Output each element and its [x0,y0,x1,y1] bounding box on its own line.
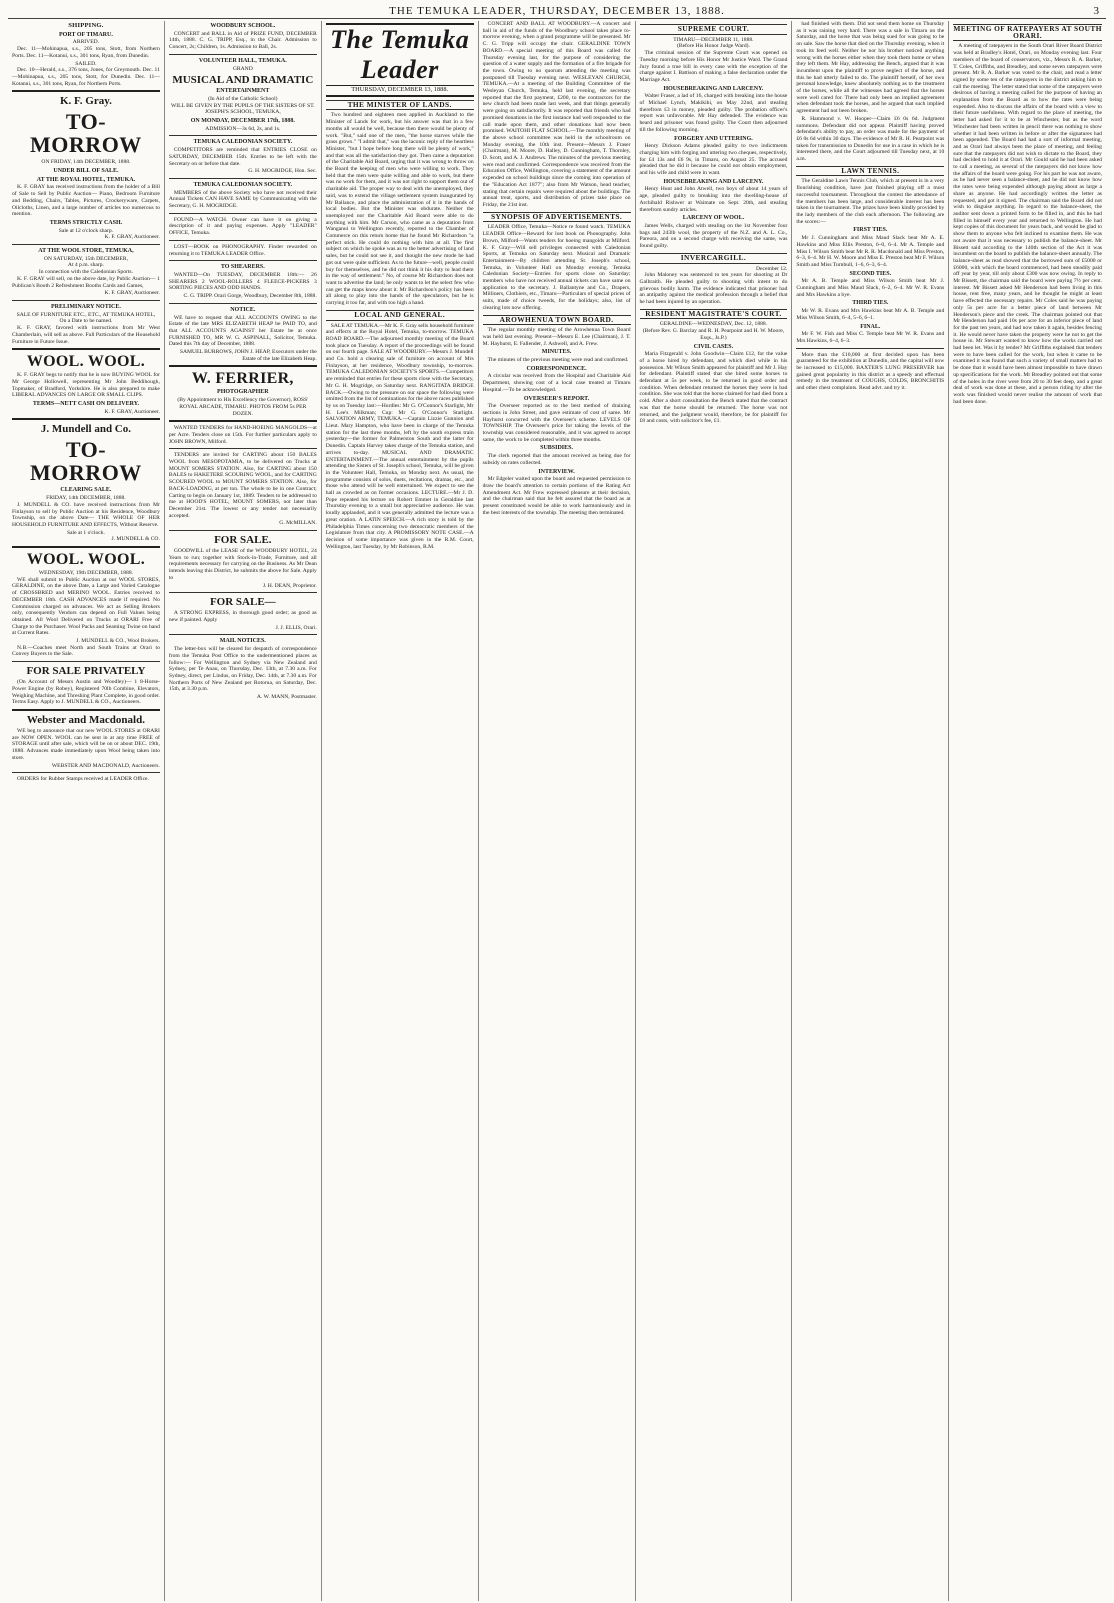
overseer-text: The Overseer reported as to the best method of draining sections in John Street, and gave estimate of cost of same. Mr Hayhurst concurred with the Overseer's scheme. LEVELS OF TOWNSHIP. The Overseer's price for taking the levels of the township was considered reasonable, and it was agreed to accept same, the work to be completed within three months. [482,403,631,443]
bill-of-sale: UNDER BILL OF SALE. [53,168,119,175]
caledonian-signature: G. H. MOGRIDGE, Hon. Sec. [248,168,317,175]
found-watch: FOUND—A WATCH. Owner can have it on giving a description of it and paying expenses. Apply "LEADER" OFFICE, Temuka. [168,216,317,237]
shipping-heading: SHIPPING. [68,22,104,29]
hotel-sale-signature: J. H. DEAN, Proprietor. [262,582,317,589]
column-6 [792,21,949,1601]
grand-label: GRAND [232,65,253,72]
forgery-text: Henry Dickson Adams pleaded guilty to two indictments charging him with forging and uttering two cheques, respectively, for £4 13s and £6 9s, in Timaru, on August 25. The accused pleaded that he did it because he could not obtain employment, and his wife and child were in want. [639,143,788,177]
final-heading: FINAL. [860,323,881,330]
wool-larceny-text: James Wells, charged with stealing on the 1st November four bags and 243lb wool, the property of the N.Z. and A. L. Co., Pareora, and on a second charge with receiving the same, was found guilty. [639,222,788,250]
shearers-text: WANTED—On TUESDAY, DECEMBER 18th:— 26 SHEARERS 2 WOOL-ROLLERS 4 FLEECE-PICKERS 3 SORTING PIECES AND ODD HANDS. [168,271,317,292]
mundell-heading: J. Mundell and Co. [40,423,132,436]
tomorrow-heading-2: TO-MORROW [30,437,142,486]
carting-tenders: TENDERS are invited for CARTING about 150 BALES WOOL from MESOPOTAMIA, to be delivered on Trucks at MOUNT SOMERS STATION. Also, for CARTING about 150 BALES to HAKETERE SCOURING WOOL, and for CARTING SCOURED WOOL to MOUNT SOMERS STATION. Also, for BACK-LOADING, at per ton. The whole to be in one Contract; Carting to begin on January 1st, 1889. Tenders to be addressed to me at HOOD'S HOTEL, MOUNT SOMERS, not later than December 21st. The lowest or any tender not necessarily accepted. [168,452,317,519]
minister-heading: THE MINISTER OF LANDS. [326,100,474,111]
kfgray-signature-2: K. F. GRAY, Auctioneer. [104,290,160,297]
caledonian-text: COMPETITORS are reminded that ENTRIES CLOSE on SATURDAY, DECEMBER 15th. Entries to be left with the Secretary on or before that date. [168,147,317,167]
arrived-text: Dec. 11—Mohinapua, s.s., 205 tons, Stott, from Northern Ports. Dec. 11—Kotanui, s.s., 301 tons, Ryan, from Dunedin. [12,46,160,59]
lost-book: LOST—BOOK on PHONOGRAPHY. Finder rewarded on returning it to TEMUKA LEADER Office. [168,243,317,257]
page-number: 3 [1093,5,1100,17]
supreme-court-date: TIMARU—DECEMBER 11, 1888. [673,36,754,43]
third-ties: THIRD TIES. [852,300,889,307]
column-1 [8,21,165,1601]
synopsis-text: LEADER Office, Temuka—Notice re found watch. TEMUKA LEADER Office—Reward for lost book on Phonography. John Brown, Milford—Wants tenders for hoeing mangolds at Milford. K. F. Gray—Will sell privileges connected with Caledonian Sports, at Temuka on Saturday next. Musical and Dramatic Entertainment—By children attending St. Joseph's school, Temuka, in Volunteer Hall on Monday evening. Temuka Caledonian Society—Entries for sports close on Saturday; members who have not received annual tickets can have same on application to the secretary. J. Ballantyne and Co., Drapers, Milliners, Clothiers, etc., Timaru—Particulars of special prices of suits, made of choice tweeds, for the holidays; also, list of clearing lots now offering. [482,224,631,311]
shearers-heading: TO SHEARERS. [220,264,265,271]
lawn-tennis-text: The Geraldine Lawn Tennis Club, which at present is in a very flourishing condition, have just finished playing off a most successful tournament. Throughout the contest the attendance of the members has been large, and considerable interest has been taken in the tournament. The prizes have been kindly provided by the lady members of the club each afternoon. The following are the scores:— [796,178,945,225]
third-ties-text: Mr W. R. Evans and Mrs Hawkins beat Mr A. B. Temple and Miss Wilson Smith, 6–4, 5–6, 6–1. [796,308,945,321]
magistrates-date: GERALDINE—WEDNESDAY, Dec. 12, 1888. [659,321,768,328]
kfgray-signature: K. F. GRAY, Auctioneer. [104,234,160,241]
buying-wool-text: K. F. GRAY begs to notify that he is now BUYING WOOL for Mr George Hollowell, representing Mr John Beddihough, Topmaker, of Bradford, Yorkshire. He is also prepared to make LIBERAL ADVANCES ON LARGE OR SMALL CLIPS. [12,372,160,399]
notice-signature: SAMUEL BURROWS, JOHN J. HEAP, Executors under the Estate of the late Elizabeth Heap. [179,349,317,362]
arowhenua-text: The regular monthly meeting of the Arowhenua Town Board was held last evening. Present—Messrs E. Lee (Chairman), J. T. M. Hayhurst, E. Fallender, J. Ashwell, and A. Frew. [482,327,631,347]
clearing-sale: CLEARING SALE. [60,487,112,494]
mail-text: The letter-box will be cleared for despatch of correspondence from the Temuka Post Office to the undermentioned places as follow:— For Wellington and Sydney via New Zealand and Sydney, per Te Anau, on Thursday, Dec. 13th, at 7.30 a.m. For Sydney, direct, per Lindus, on Friday, Dec. 14th, at 7.30 a.m. For Northern Ports of New Zealand per Rotorua, on Saturday, Dec. 15th, at 3.30 p.m. [168,646,317,693]
mundell-time: Sale at 1 o'clock. [66,529,105,536]
second-ties: SECOND TIES. [849,270,892,277]
subsidies-text: The clerk reported that the amount received as being due for subsidy on rates collected. [482,453,631,466]
page-masthead [8,4,1106,19]
minister-text: Two hundred and eighteen men applied in Auckland to the Minister of Lands for work, but his answer was that in a few months all would be well, because then there would be plenty of work. "But," said one of the men, "the horse starves while the grass grows." "I admit that," was the laconic reply of the heartless Minister, "but I hope before long there will be plenty of work," and that was all the satisfaction they got. Then came a deputation of the Charitable Aid Board, urging that it was wrong to throw on the Board the keeping of men who were willing to work. They held that the men were quite willing and able to work, but there was no work for them, and it was not right to support them out of charitable aid. The proper way to deal with the unemployed, they said, was to extend the village settlement system inaugurated by Mr Ballance, and place the administration of it in the hands of local bodies. But the Minister was obdurate. Neither the unemployed nor the Charitable Aid Board were able to do anything with him. Mr Carson, who came as a deputation from Wanganui to Wellington recently, reported to the Chamber of Commerce on this return home that he found Mr Richardson "a perfect stick. He could do nothing with him at all. The first subject on which he spoke was as to the better advertising of land sales, but he could not see it, and thought the new mode he had got out were quite sufficient. As to the future—well, people could buy for themselves, and he did not think it his duty to lead them in the way of settlement." No, of course Mr Richardson does not want to advertise the land; he only wants to let the select few who can get the maps know about it. Mr Richardson's policy has been all along to play into the hands of the speculators, but he is carrying it too far, and with too high a hand. [325,112,474,307]
sale-furniture: SALE OF FURNITURE ETC., ETC., AT TEMUKA HOTEL, [16,311,156,318]
rubber-stamps-note: ORDERS for Rubber Stamps received at LEADER Office. [17,776,149,783]
clearing-date: FRIDAY, 14th DECEMBER, 1888. [46,495,126,502]
catholic-aid: (In Aid of the Catholic School) [208,95,278,102]
preliminary-heading: PRELIMINARY NOTICE. [50,303,121,310]
caledonian-heading-2: TEMUKA CALEDONIAN SOCIETY. [193,181,293,188]
housebreaking-heading: HOUSEBREAKING AND LARCENY. [663,85,764,92]
final-text: Mr F. W. Fish and Miss C. Temple beat Mr W. R. Evans and Mrs Hawkins, 6–4, 6–3. [796,331,945,344]
minutes-heading: MINUTES. [541,349,572,356]
column-4 [479,21,636,1601]
woolstore-connection: In connection with the Caledonian Sports. [38,269,134,276]
kfgray-signature-3: K. F. GRAY, Auctioneer. [104,408,160,415]
wool-heading-2: WOOL. WOOL. [26,551,145,569]
magistrates-heading: RESIDENT MAGISTRATE'S COURT. [640,309,788,320]
sale-date: On a Date to be named. [59,318,113,325]
hoeing-tenders: WANTED TENDERS for HAND-HOEING MANGOLDS—at per Acre. Tenders close on 15th. For further particulars apply to JOHN BROWN, Milford. [168,425,317,445]
supreme-court-text: The criminal session of the Supreme Court was opened on Tuesday morning before His Honor Mr Justice Ward. The Grand Jury found a true bill in every case with the exception of the charge against I. Battison of making a false declaration under the Marriage Act. [639,50,788,83]
port-heading: PORT OF TIMARU. [59,31,113,38]
arowhenua-heading: AROWHENUA TOWN BOARD. [483,315,631,326]
ratepayers-text: A meeting of ratepayers in the South Orari River Board District was held at Bradley's Hotel, Orari, on Monday evening last. Four members of the board of conservators, viz., Messrs R. A. Barker, T. Coles, Griffiths, and Breadley, and some seven ratepayers were present. Mr R. A. Barker was voted to the chair, and read a letter signed by some ten of the ratepayers in the district asking him to call the meeting. The letter stated that some of the ratepayers were desirous of having a meeting called for the purpose of having an explanation from the Board as to how the rates were being expended. Also to discuss the affairs of the board with a view to their future usefulness. With regard to the place of meeting, the letter had asked for it to be at Winchester, but as the word Winchester had been written in pencil there was nothing to show whether it had been written in before or after the signatures had been appended. The Board had had a sort of informal meeting, and as Orari had always been the place of meeting, and feeling sure that the ratepayers did not wish to dictate to the Board, they had decided to hold it at Orari. Mr Gould said he had been asked to call a meeting, as several of the ratepayers did not know how the affairs of the board were going. For his part he was not aware, as he had never seen a balance-sheet, and he did not know how the rates were being expended although paying about as large a share as anyone. He had accordingly written the letter as requested, and got it signed. The chairman said the Board did not wish to disguise anything. In regard to the balance-sheet, the auditor sent down a printed form to be filled in, and this he had filled in himself every year and returned to Wellington. He had kept copies of this document for years back, and would be glad to show them to anyone who felt inclined to examine them. He was not aware that it was necessary to publish the balance-sheet. Mr Bissett said according to the 140th section of the Act it was incumbent on the board to publish the balance-sheet annually. The balance-sheet as read showed that the borrowed sum of £5000 or £6000, with which the board commenced, had been steadily paid off year by year, till only about £300 was now owing. In reply to Mr Bissett, the chairman said the board were paying 7½ per cent. interest. Mr Bissett asked Mr Henderson had been living in this house, rent free, many years, and he thought he might at least have effected the necessary repairs. Mr Coles said he was paying only 5s per acre for a better piece of land between Mr Henderson's piece and the creek. The chairman pointed out that Mr Henderson had paid 10s per acre for an inferior piece of land for the past ten years, and had now taken it again, besides fencing it. He would never have taken the property were he not to get the house in. Mr Stewart wanted to know how the works carried out had been let. Was it by tender? Mr Griffiths explained that tenders were to have been called for the work, but when it came to be examined it was found that such a variety of small matters had to be done that it would have been almost impossible to have drawn up specifications for the work. Mr Breadley pointed out that some of the holes in the river were from 20 to 30 feet deep, and a great deal of work was done at these, and a person riding by after the work was finished would never realise the amount of work that had been done. [953,43,1102,405]
terms-cash: TERMS STRICTLY CASH. [49,219,123,226]
wool-sale-signature: J. MUNDELL & CO., Wool Brokers. [76,638,160,645]
minutes-text: The minutes of the previous meeting were read and confirmed. [487,357,629,364]
wool-larceny-heading: LARCENY OF WOOL. [682,215,745,222]
royal-hotel: AT THE ROYAL HOTEL, TEMUKA. [36,176,136,183]
column-5 [636,21,793,1601]
mail-heading: MAIL NOTICES. [219,638,266,645]
entertainment-label: ENTERTAINMENT [216,88,270,95]
shearers-signature: C. G. TRIPP. Orari Gorge, Woodbury, December 8th, 1888. [183,293,317,300]
webster-heading: Webster and Macdonald. [26,714,145,726]
overseer-heading: OVERSEER'S REPORT. [523,395,590,402]
woodbury-text: CONCERT and BALL in Aid of PRIZE FUND, DECEMBER 14th, 1888. C. G. TRIPP, Esq., in the Chair. Admission to Concert, 2s; Children, 1s. Admission to Ball, 2s. [168,30,317,51]
woodbury-heading: WOODBURY SCHOOL. [210,23,276,29]
mail-signature: A. W. MANN, Postmaster. [256,694,317,701]
local-text: SALE AT TEMUKA.—Mr K. F. Gray sells household furniture and effects at the Royal Hotel, Temuka, to-morrow. TEMUKA ROAD BOARD.—The adjourned monthly meeting of the Board took place on Tuesday. A report of the proceedings will be found on our fourth page. SALE AT WOODBURY.—Messrs J. Mundell and Co. hold a clearing sale of furniture on account of Mrs Finlayson, at her residence, Woodbury township, to-morrow. TEMUKA CALEDONIAN SOCIETY'S SPORTS.—Competitors are reminded that entries for these sports close with the Secretary, Mr G. H. Mogridge, on Saturday next. RANGITATA BRIDGE BACK.—Owing to the pressure on our space the following were omitted from the list of nominations for the above races published by us on Tuesday last:—Hurdles: Mr G. O'Connor's Starlight, Mr H. Lee's Milkman; Cup: Mr G. O'Connor's Starlight. SALVATION ARMY, TEMUKA.—Captain Lizzie Gunnion and Lieut. Mary Hampton, who have been in charge of the Temuka station for the last three months, left by the south express train yesterday—the former for Palmerston South and the latter for Dunedin. Captain Harvey takes charge of the Temuka station, and arrives to-day. MUSICAL AND DRAMATIC ENTERTAINMENT.—The annual entertainment by the pupils attending the Sisters of St. Joseph's school, Temuka, will be given in the Volunteer Hall, Temuka, on Monday next. As usual, the programme consists of solos, duets, recitations, dramas, etc., and those who attend will be well entertained. We expect to see the hall as crowded as on former occasions. LECTURE.—Mr J. D. Pope repeated his lecture on Robert Emmet in Geraldine last Thursday evening to a small but appreciative audience. He was loudly applauded, and it was generally admitted the lecture was a great oration. A LATIN SPEECH.—A rich story is told by the Philadelphia Times concerning two democratic members of the Legislature from that city. A PROMISSORY NOTE CASE.—A decision of some importance was given in the R.M. Court, Wellington, last Tuesday, by Mr Robinson, R.M. [325,322,474,550]
webster-signature: WEBSTER AND MACDONALD, Auctioneers. [51,762,160,769]
columns [8,21,1106,1601]
kfgray-heading: K. F. Gray. [60,95,112,108]
carting-signature: G. McMILLAN. [279,520,317,527]
correspondence-heading: CORRESPONDENCE. [526,365,587,372]
musical-dramatic: MUSICAL AND DRAMATIC [172,74,314,87]
sailed-label: SAILED. [75,60,97,67]
first-ties-text: Mr J. Cunningham and Miss Maud Slack beat Mr A. E. Hawkins and Miss Ellis Preston, 6–0, 6–4. Mr A. Temple and Miss I. Wilson Smith beat Mr R. R. Macdonald and Miss Preston, 6–3, 6–4. Mr H. W. Moore and Miss E. Preston beat Mr F. Wilson Smith and Miss Turnbull, 1–6, 6–3, 6–4. [796,235,945,268]
concert-ball-text: CONCERT AND BALL AT WOODBURY.—A concert and ball in aid of the funds of the Woodbury school takes place to-morrow evening, when a grand programme will be presented. Mr C. G. Tripp will occupy the chair. GERALDINE TOWN BOARD.—A special meeting of this Board was called for Thursday evening last, for the purpose of considering the question of a water supply and the formation of a fire brigade for the town. Owing to no quorum attending the meeting was postponed till Tuesday evening next. WESLEYAN CHURCH, TEMUKA.—At a meeting of the Building Committee of the Wesleyan Church, Temuka, held last evening, the secretary reported that the first payment, £200, to the contractors for the new church had been made last week, and that things generally were going on satisfactorily. It was reported that friends who had promised donations in the first instance had well responded to the call made upon them, and other donations had now been promised. WAITOHI FLAT SCHOOL.—The monthly meeting of the above school committee was held in the schoolroom on Monday evening, the 10th inst. Present—Messrs J. Fraser (Chairman), M. Moore, D. Halley, D. Cunningham, T. Thornley, D. Scott, and A. J. Andrews. The minutes of the previous meeting were read and confirmed. Correspondence was received from the Education Office, Wellington, covering a statement of the amount expended on school buildings since the coming into operation of the "Education Act 1877"; also from Mr Watson, head teacher, stating that certain repairs were required about the buildings. The annual treat, sports, and distribution of prizes take place on Friday, the 21st inst. [482,21,631,208]
ferrier-text: (By Appointment to His Excellency the Governor), ROSS' ROYAL ARCADE, TIMARU. PHOTOS FROM 5s PER DOZEN. [177,397,309,417]
wool-sale-date: WEDNESDAY, 19th DECEMBER, 1888. [38,570,134,577]
column-7 [949,21,1106,1601]
furniture-text: K. F. GRAY, favored with instructions from Mr West Chamberlain, will sell as above. Full Particulars of the Household Furniture in Future Issue. [12,325,160,345]
local-heading: LOCAL AND GENERAL. [326,310,474,321]
tomorrow-date: ON FRIDAY, 14th DECEMBER, 1888. [41,159,131,166]
civil-cases-heading: CIVIL CASES. [693,343,734,350]
invercargill-heading: INVERCARGILL. [640,253,788,264]
column-2 [165,21,322,1601]
tomorrow-heading: TO-MORROW [30,109,142,158]
subsidies-heading: SUBSIDIES. [540,445,573,452]
lawn-tennis-heading: LAWN TENNIS. [796,166,944,177]
sailed-text: Dec. 10—Herald, s.s., 376 tons, Jones, for Greymouth. Dec. 11—Mohinapua, s.s., 205 tons, Stott, for Dunedin. Dec. 11—Kotanui, s.s., 301 tons, Ryan, for Northern Ports. [12,67,160,87]
coaches-note: N.B.—Coaches meet North and South Trains at Orari to Convey Buyers to the Sale. [12,644,160,658]
sale-time: Sale at 12 o'clock sharp. [58,227,114,234]
interview-text: Mr Edgeler waited upon the board and requested permission to draw the board's attention to certain portions of the Rating Act Amendment Act. Mr Frew expressed pleasure at their decision, and the chairman said that he felt assured that the board as at present constituted would be able to work harmoniously and in the best interests of the township. The meeting then terminated. [482,476,631,516]
first-ties: FIRST TIES. [853,227,888,234]
invercargill-text: John Maloney was sentenced to ten years for shooting at Dr Galbraith. He pleaded guilty to shooting with intent to do grievous bodily harm. The evidence indicated that prisoner had an antipathy against the medical profession through a belief that he had been injured by an operation. [639,272,788,306]
monday-date: ON MONDAY, DECEMBER 17th, 1888. [190,118,295,125]
interview-heading: INTERVIEW. [538,468,575,475]
newspaper-flag: The Temuka Leader [326,23,474,86]
exhibition-note: More than the £10,000 at first decided upon has been guaranteed for the exhibition at Dunedin, and the capital will now be increased to £15,000. BAXTER'S LUNG PRESERVER has gained great popularity in this district as a speedy and effectual remedy in the treatment of COUGHS, COLDS, BRONCHITIS and other chest complaints. Read advt. and try it. [796,351,945,392]
ferrier-heading: W. FERRIER, [191,370,294,388]
arrived-label: ARRIVED. [72,39,100,46]
for-sale-heading-2: FOR SALE— [209,596,276,609]
kfgray-ad-text: K. F. GRAY has received instructions from the holder of a Bill of Sale to Sell by Public Auction— Piano, Bedroom Furniture and Bedding, Chairs, Tables, Pictures, Crockeryware, Carpets, Oilcloths, Linen, and a large number of articles too numerous to mention. [12,184,160,218]
engine-sale-text: (On Account of Messrs Austin and Woodley)— 1 8-Horse-Power Engine (by Robey), Registered 70lb Combine, Elevators, Weighing Machine, and Threshing Plant Complete, in good order. Terms Easy. Apply to J. MUNDELL & CO., Auctioneers. [12,679,160,706]
column-3 [322,21,479,1601]
wool-heading: WOOL. WOOL. [26,353,145,371]
for-sale-privately: FOR SALE PRIVATELY [26,665,146,678]
synopsis-heading: SYNOPSIS OF ADVERTISEMENTS. [483,212,631,223]
admission: ADMISSION—3s 6d, 2s, and 1s. [205,125,281,132]
notice-heading: NOTICE. [230,306,256,313]
correspondence-text: A circular was received from the Hospital and Charitable Aid Department, showing cost of a local case treated at Timaru Hospital.—To be acknowledged. [482,373,631,393]
terms-nett: TERMS—NETT CASH ON DELIVERY. [32,401,140,408]
for-sale-heading: FOR SALE. [214,534,272,547]
notice-text: WE have to request that ALL ACCOUNTS OWING to the Estate of the late MRS ELIZABETH HEAP be PAID TO, and that ALL ACCOUNTS AGAINST her Estate be at once FURNISHED TO, MR W. G. ASPINALL, Solicitor, Temuka. Dated this 7th day of December, 1888. [168,314,317,348]
civil-cases-text: Maria Fitzgerald v. John Goodwin—Claim £12, for the value of a horse hired by defendant, and which died while in his possession. Mr Wilson Smith appeared for plaintiff and Mr J. Hay for defendant. Plaintiff stated that she hired some horses to defendant at 5s per week, to be returned in good order and condition. When defendant returned the horses they were in bad condition. She was told that the horse claimed for had died from a cold. After a short consultation the Bench stated that the contract was that the horse should be returned. The horse was not returned, and the judgment would, therefore, be for plaintiff for £8 and costs, with solicitor's fee, £1. [639,351,788,425]
express-sale-text: A STRONG EXPRESS, in thorough good order; as good as new if painted. Apply [168,610,317,623]
masthead-title: THE TEMUKA LEADER, THURSDAY, DECEMBER 13, 1888. [389,5,725,17]
woolstore-heading: AT THE WOOL STORE, TEMUKA, [38,248,134,255]
caledonian-members-text: MEMBERS of the above Society who have not received their Annual Tickets CAN HAVE SAME by Communicating with the Secretary, G. H. MOGRIDGE. [168,189,317,210]
volunteer-hall: VOLUNTEER HALL, TEMUKA. [198,57,287,64]
mundell-signature: J. MUNDELL & CO. [111,536,160,543]
woolstore-time: At 4 p.m. sharp. [67,262,104,269]
magistrates-bench: (Before Rev. G. Barclay and R. H. Pearpoint and H. W. Moore, Esqs., Js.P.) [642,328,785,341]
ratepayers-heading: MEETING OF RATEPAYERS AT SOUTH ORARI. [953,24,1102,40]
supreme-court-heading: SUPREME COURT. [640,24,788,35]
booths-text: K. F. GRAY will sell, on the above date, by Public Auction— 1 Publican's Booth 2 Refreshment Booths Cards and Games, [12,275,160,289]
hotel-sale-text: GOODWILL of the LEASE of the WOODBURY HOTEL, 24 Years to run; together with Stock-in-Trade, Furniture, and all requirements necessary for carrying on the Business. As Mr Dean intends leaving this District, he submits the above for Sale. Apply to [168,548,317,581]
wool-sale-text: WE shall submit to Public Auction at our WOOL STORES, GERALDINE, on the above Date, a Large and Varied Catalogue of CROSSBRED and MERINO WOOL. Entries received to DECEMBER 18th. CASH ADVANCES made if required. No Commission charged on advances. We act as Selling Brokers only, consequently Vendors can depend on Full Values being obtained. All Wool Delivered on Trucks at ORARI Free of Charge to the Purchaser. Wool Packs and Seaming Twine on hand at Current Rates. [12,576,160,637]
forgery-heading: FORGERY AND UTTERING. [674,135,753,142]
express-sale-signature: J. J. ELLIS, Orari. [275,624,317,631]
webster-text: WE beg to announce that our new WOOL STORES at ORARI are NOW OPEN. WOOL can be sent in at any time FREE of STORAGE until after sale, which will be on or about DEC. 19th, 1888. Advances made immediately upon Wool being taken into store. [12,728,160,761]
supreme-court-judge: (Before His Honor Judge Ward). [676,43,750,50]
woolstore-date: ON SATURDAY, 15th DECEMBER, [43,255,128,262]
hammond-case: R. Hammond v. W. Hooper—Claim £6 0s 6d. Judgment summons. Defendant did not appear. Plaintiff having proved defendant's ability to pay, an order was made for the payment of £6 0s 6d within 30 days. The evidence of Mr R. H. Pearpoint was taken for transmission to Dunedin for use in a case in which he is interested there, and the Court adjourned till Tuesday next, at 10 a.m. [796,115,945,163]
housebreaking-text-2: Henry Hunt and John Atwell, two boys of about 14 years of age, pleaded guilty to breaking into the dwelling-house of Archibald Rishwer at Waimate on Sept. 20th, and stealing therefrom sundry articles. [639,186,788,213]
housebreaking-text: Walter Fraser, a lad of 16, charged with breaking into the house of Michael Lynch, Makikihi, on May 22nd, and stealing therefrom £3 in money, pleaded guilty. The probation officer's report was unfavorable. Mr Hay defended. The evidence was heard and prisoner was found guilty. The Court then adjourned till the following morning. [639,93,788,133]
housebreaking-heading-2: HOUSEBREAKING AND LARCENY. [663,178,764,185]
issue-date: THURSDAY, DECEMBER 13, 1888. [326,86,474,97]
second-ties-text: Mr A. B. Temple and Miss Wilson Smith beat Mr J. Cunningham and Miss Maud Slack, 6–2, 6–4. Mr W. R. Evans and Mrs Hawkins a bye. [796,278,945,298]
given-by: WILL BE GIVEN BY THE PUPILS OF THE SISTERS OF ST. JOSEPH'S SCHOOL, TEMUKA, [170,102,315,116]
caledonian-heading: TEMUKA CALEDONIAN SOCIETY. [193,139,293,146]
invercargill-date: December 12. [756,265,788,272]
photographer-label: PHOTOGRAPHER [217,389,269,396]
mundell-text: J. MUNDELL & CO. have received instructions from Mr Finlayson to sell by Public Auction at his Residence, Woodbury Township, on the above Date— THE WHOLE OF HER HOUSEHOLD FURNITURE AND EFFECTS, Without Reserve. [12,501,160,528]
court-continued: had finished with them. Did not send them home on Thursday as it was raining very hard. There was a sale in Timaru on the Saturday, and the horse that was being sued for was going to be on sale. Saw the horse that died on the Thursday evening, when it took its feed well. Neither he nor his brother noticed anything wrong with the horses either when they took them home or when they left them. Mr Hay, addressing the Bench, argued that it was incumbent upon the plaintiff to prove neglect of the horse, and this he had utterly failed to do. The plaintiff herself, of her own personal knowledge, knew absolutely nothing as to the treatment of the horses, while all the witnesses had agreed that the horses were well cared for. There had only been an implied agreement when defendant took the horses, and he argued that such implied agreement had not been broken. [796,21,945,115]
